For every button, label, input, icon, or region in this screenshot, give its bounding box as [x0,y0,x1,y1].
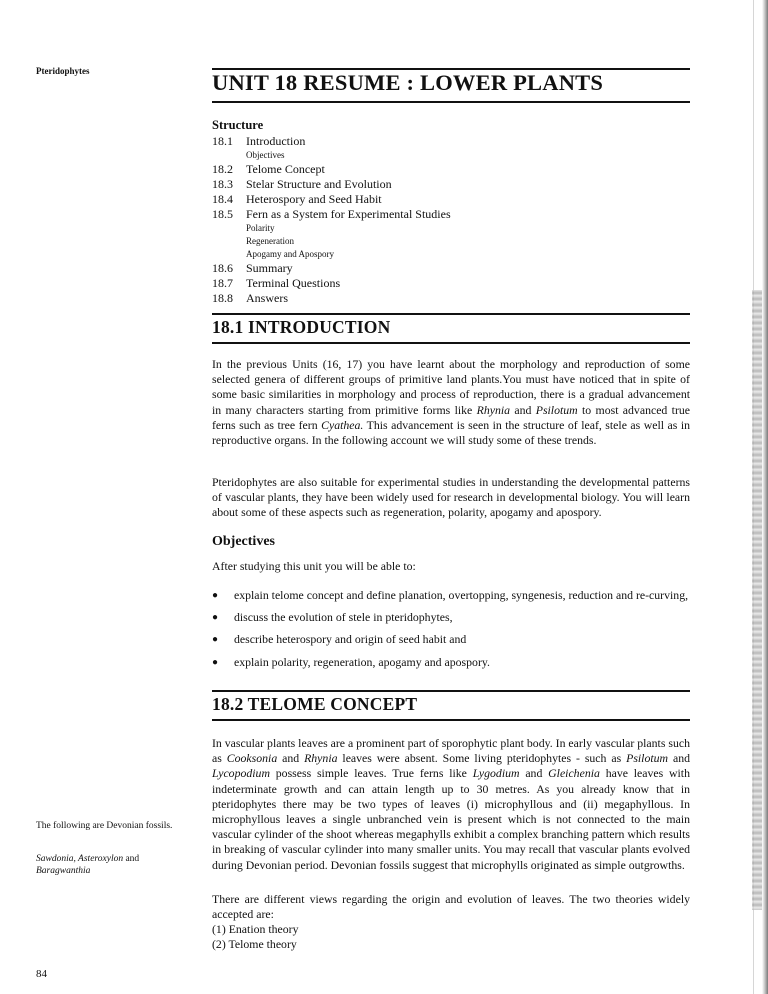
section-rule-bottom [212,342,690,344]
page-number: 84 [36,968,47,980]
list-item: ● explain telome concept and define planation, overtopping, syngenesis, reduction and re-curving, [212,588,689,602]
structure-subitem: Regeneration [246,236,294,246]
intro-paragraph-2: Pteridophytes are also suitable for experimental studies in understanding the developmental patterns of vascular plants, they have been widely used for research in developmental biology. You will learn about some of these aspects such as regeneration, polarity, apogamy and apospory. [212,475,690,520]
theory-item: (2) Telome theory [212,937,297,951]
structure-item: 18.7 Terminal Questions [212,276,341,290]
section-rule-top [212,690,690,692]
bullet-icon: ● [212,656,219,668]
telome-paragraph-2: There are different views regarding the origin and evolution of leaves. The two theories widely accepted are: [212,892,690,922]
margin-note-devonian: The following are Devonian fossils. [36,821,173,831]
list-item: ● discuss the evolution of stele in pteridophytes, [212,610,453,625]
structure-item: 18.3 Stelar Structure and Evolution [212,177,392,191]
intro-paragraph-1: In the previous Units (16, 17) you have learnt about the morphology and reproduction of some selected genera of different groups of primitive land plants.You must have noticed that in spite of some basic similarities in morphology and process of reproduction, there is a gradual advancement in many characters starting from primitive forms like Rhynia and Psilotum to most advanced true ferns such as tree fern Cyathea. This advancement is seen in the structure of leaf, stele as well as in reproductive organs. In the following account we will study some of these trends. [212,357,691,448]
structure-subitem: Objectives [246,150,285,160]
bullet-icon: ● [212,612,219,624]
section-title-telome: 18.2 TELOME CONCEPT [212,694,418,714]
objectives-heading: Objectives [212,534,275,549]
objectives-intro: After studying this unit you will be able to: [212,559,416,573]
structure-heading: Structure [212,118,264,132]
running-head: Pteridophytes [36,66,90,76]
unit-title: UNIT 18 RESUME : LOWER PLANTS [212,70,604,95]
structure-item: 18.2 Telome Concept [212,162,325,176]
section-rule-bottom [212,719,690,721]
title-rule-bottom [212,101,690,103]
bullet-icon: ● [212,634,219,646]
structure-item: 18.8 Answers [212,291,288,305]
structure-item: 18.1 Introduction [212,134,306,148]
objectives-list [212,588,690,677]
margin-note-fossils: Sawdonia, Asteroxylon and Baragwanthia [36,854,140,876]
telome-paragraph-1: In vascular plants leaves are a prominent part of sporophytic plant body. In early vascular plants such as Cooksonia and Rhynia leaves were absent. Some living pteridophytes - such as Psilotum and Lycopodium possess simple leaves. True ferns like Lygodium and Gleichenia have leaves with indeterminate growth and can attain length up to 30 metres. As you already know that in pteridophytes there may be two types of leaves (i) microphyllous and (ii) megaphyllous. In microphyllous leaves a single unbranched vein is present which is not connected to the main vascular cylinder of the shoot whereas megaphylls exhibit a complex branching pattern which results in breaking of vascular cylinder into many smaller units. You may recall that vascular plants evolved during Devonian period. Devonian fossils suggest that microphylls originated as simple outgrowths. [212,736,691,872]
theory-item: (1) Enation theory [212,922,299,936]
structure-item: 18.5 Fern as a System for Experimental Studies [212,207,451,221]
list-item: ● explain polarity, regeneration, apogamy and apospory. [212,654,490,669]
section-rule-top [212,313,690,315]
section-title-introduction: 18.1 INTRODUCTION [212,317,391,337]
list-item: ● describe heterospory and origin of seed habit and [212,632,467,647]
page-edge [762,0,768,994]
structure-subitem: Apogamy and Apospory [246,249,334,259]
bullet-icon: ● [212,590,219,601]
structure-subitem: Polarity [246,223,275,233]
structure-item: 18.4 Heterospory and Seed Habit [212,192,382,206]
structure-outline [212,118,451,306]
structure-item: 18.6 Summary [212,261,293,275]
